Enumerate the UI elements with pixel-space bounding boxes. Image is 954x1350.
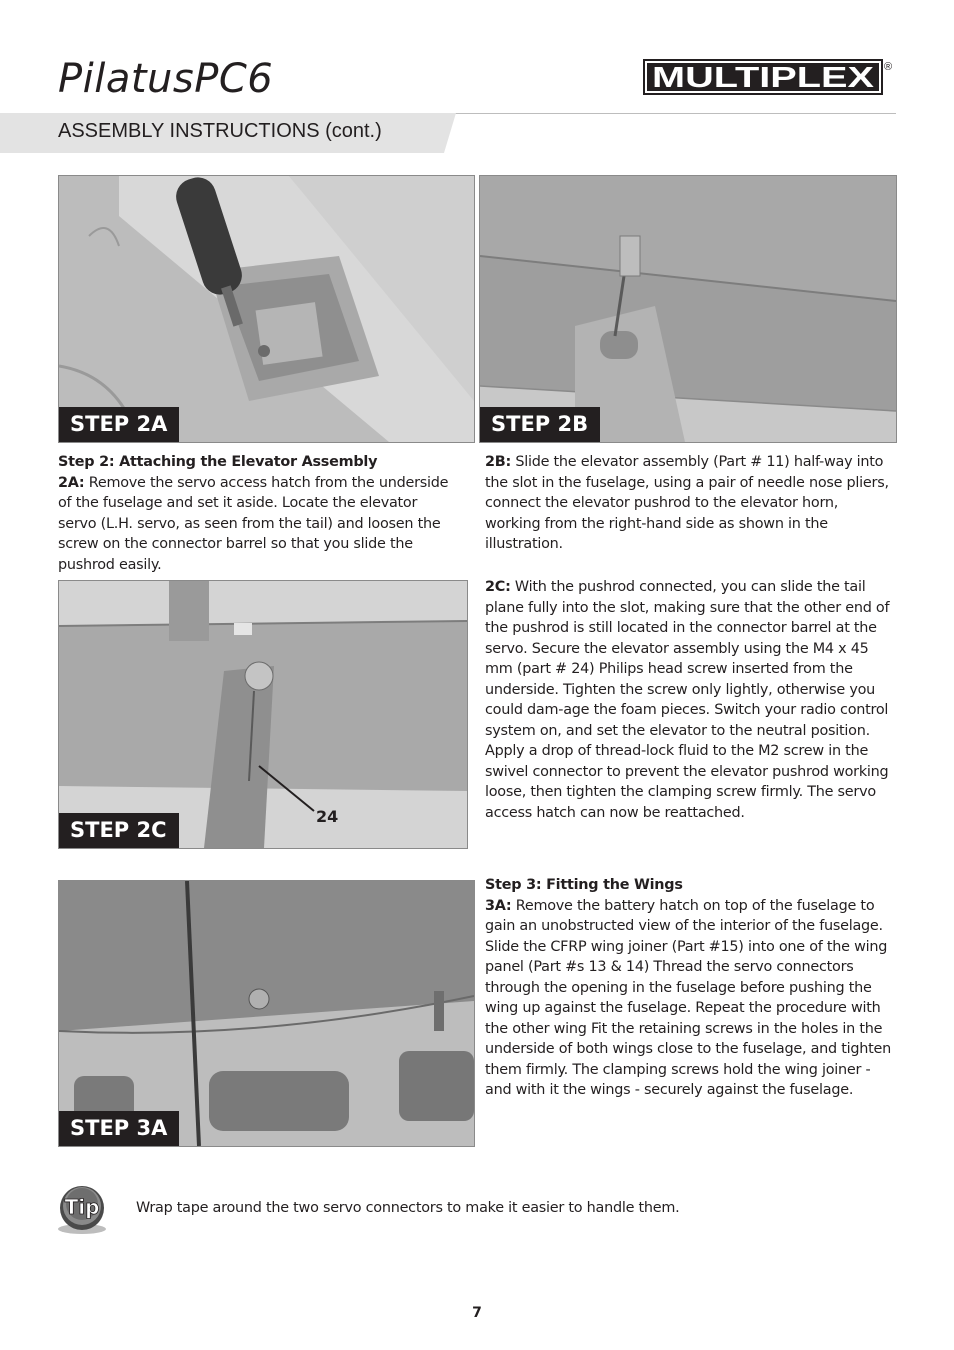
brand-logo-text: MULTIPLEX (652, 62, 875, 94)
step-2b-body: Slide the elevator assembly (Part # 11) half-way into the slot in the fuselage, using a pair of needle nose pliers, connect the elevator pushrod to the elevator horn, working from the right-hand side as shown in the illustration. (485, 454, 889, 552)
header-rule (450, 113, 896, 114)
step-2a-illustration (59, 176, 474, 442)
step-2b-lead: 2B: (485, 454, 511, 470)
figure-step-2c (58, 580, 468, 849)
figure-step-2b (479, 175, 897, 443)
text-block-2a (58, 452, 458, 575)
step-2a-lead: 2A: (58, 474, 85, 491)
step-3a-lead: 3A: (485, 897, 512, 914)
step-3a-body: Remove the battery hatch on top of the fuselage to gain an unobstructed view of the interior of the fuselage. Slide the CFRP wing joiner (Part #15) into one of the wing panel (Part #s 13 & 14) Thread the servo connectors through the opening in the fuselage before pushing the wing up against the fuselage. Repeat the procedure with the other wing Fit the retaining screws in the holes in the underside of both wings close to the fuselage, and tighten them firmly. The clamping screws hold the wing joiner - and with it the wings - securely against the fuselage. (485, 897, 892, 1098)
step-3a-label: STEP 3A (59, 1111, 179, 1146)
step-3a-illustration (59, 881, 474, 1146)
model-title: PilatusPC6 (58, 56, 274, 102)
step-2b-label: STEP 2B (480, 407, 600, 442)
step-2-heading: Step 2: Attaching the Elevator Assembly (58, 454, 378, 470)
figure-step-2a (58, 175, 475, 443)
step-2b-illustration (480, 176, 896, 442)
part-24-callout: 24 (316, 807, 339, 826)
tip-text: Wrap tape around the two servo connectors to make it easier to handle them. (136, 1200, 680, 1216)
tip-icon (56, 1184, 108, 1236)
multiplex-logo (643, 58, 895, 98)
step-2c-lead: 2C: (485, 579, 511, 595)
tip-icon-text: Tip (64, 1195, 100, 1219)
step-2a-label: STEP 2A (59, 407, 179, 442)
section-title: ASSEMBLY INSTRUCTIONS (cont.) (58, 120, 382, 142)
step-3-heading: Step 3: Fitting the Wings (485, 877, 683, 893)
figure-step-3a (58, 880, 475, 1147)
text-block-2c (485, 577, 890, 823)
step-2c-label: STEP 2C (59, 813, 179, 848)
registered-mark: ® (883, 61, 893, 73)
text-block-3a (485, 875, 901, 1101)
step-2c-body: With the pushrod connected, you can slide the tail plane fully into the slot, making sure that the other end of the pushrod is still located in the connector barrel at the servo. Secure the elevator assembly using the M4 x 45 mm (part # 24) Philips head screw inserted from the underside. Tighten the screw only lightly, otherwise you could dam-age the foam pieces. Switch your radio control system on, and set the elevator to the neutral position. Apply a drop of thread-lock fluid to the M2 screw in the swivel connector to prevent the elevator pushrod working loose, then tighten the clamping screw firmly. The servo access hatch can now be reattached. (485, 579, 890, 821)
callout-leader-line (59, 581, 467, 848)
step-2a-body: Remove the servo access hatch from the underside of the fuselage and set it aside. Locate the elevator servo (L.H. servo, as seen from the tail) and loosen the screw on the connector barrel so that you slide the pushrod easily. (58, 474, 449, 573)
page-number: 7 (472, 1305, 482, 1321)
text-block-2b (485, 452, 890, 555)
